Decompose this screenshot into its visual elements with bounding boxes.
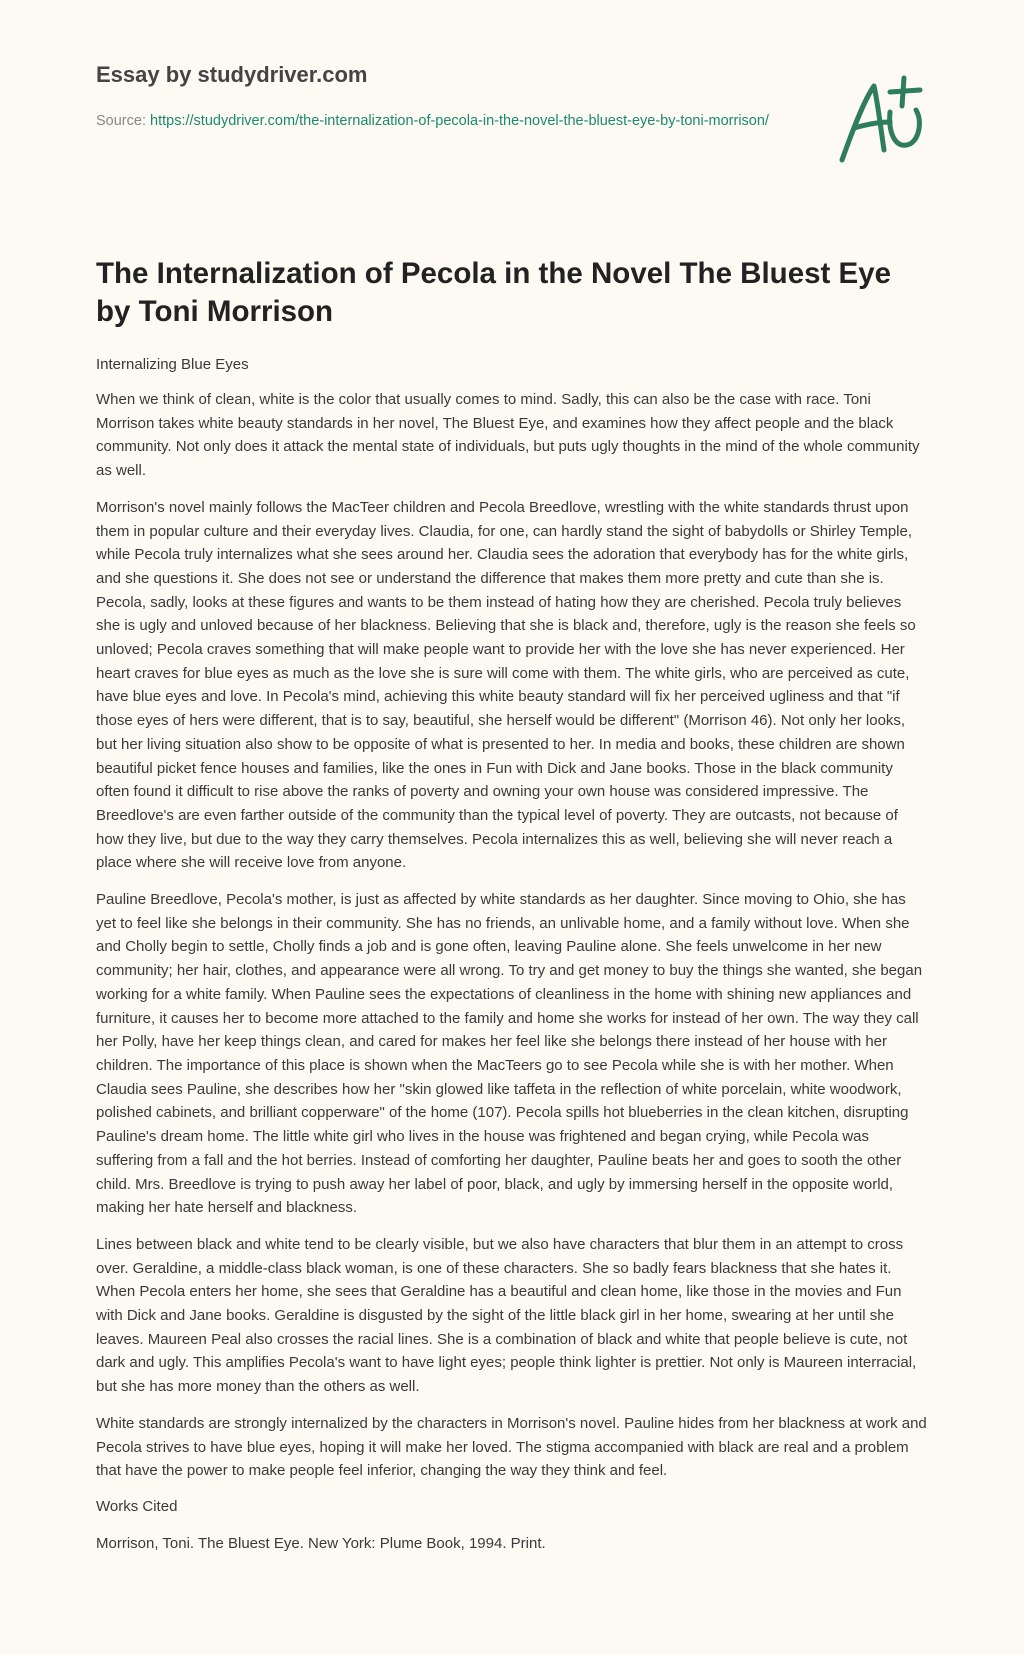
paragraph: Morrison's novel mainly follows the MacTeer children and Pecola Breedlove, wrestling with the white standards thrust upon them in popular culture and their everyday lives. Claudia, for one, can hardly stand the sight of babydolls or Shirley Temple, while Pecola truly internalizes what she sees around her. Claudia sees the adoration that everybody has for the white girls, and she questions it. She does not see or understand the difference that makes them more pretty and cute than she is. Pecola, sadly, looks at these figures and wants to be them instead of hating how they are cherished. Pecola truly believes she is ugly and unloved because of her blackness. Believing that she is black and, therefore, ugly is the reason she feels so unloved; Pecola craves something that will make people want to provide her with the love she has never experienced. Her heart craves for blue eyes as much as the love she is sure will come with them. The white girls, who are perceived as cute, have blue eyes and love. In Pecola's mind, achieving this white beauty standard will fix her perceived ugliness and that "if those eyes of hers were different, that is to say, beautiful, she herself would be different" (Morrison 46). Not only her looks, but her living situation also show to be opposite of what is presented to her. In media and books, these children are shown beautiful picket fence houses and families, like the ones in Fun with Dick and Jane books. Those in the black community often found it difficult to rise above the ranks of poverty and owning your own house was considered impressive. The Breedlove's are even farther outside of the community than the typical level of poverty. They are outcasts, not because of how they live, but due to the way they carry themselves. Pecola internalizes this as well, believing she will never reach a place where she will receive love from anyone. — [96, 498, 916, 872]
site-header — [96, 0, 928, 210]
paragraph: When we think of clean, white is the color that usually comes to mind. Sadly, this can also be the case with race. Toni Morrison takes white beauty standards in her novel, The Bluest Eye, and examines how they affect people and the black community. Not only does it attack the mental state of individuals, but puts ugly thoughts in the mind of the whole community as well. — [96, 391, 920, 480]
source-line — [96, 110, 776, 132]
works-cited-heading: Works Cited — [96, 1497, 178, 1515]
source-link[interactable]: https://studydriver.com/the-internalization-of-pecola-in-the-novel-the-bluest-eye-by-toni-morrison/ — [150, 113, 769, 129]
source-label: Source: — [96, 113, 146, 129]
paragraph: Pauline Breedlove, Pecola's mother, is just as affected by white standards as her daughter. Since moving to Ohio, she has yet to feel like she belongs in their community. She has no friends, an unlivable home, and a family without love. When she and Cholly begin to settle, Cholly finds a job and is gone often, leaving Pauline alone. She feels unwelcome in her new community; her hair, clothes, and appearance were all wrong. To try and get money to buy the things she wanted, she began working for a white family. When Pauline sees the expectations of cleanliness in the home with shining new appliances and furniture, it causes her to become more attached to the family and home she works for instead of her own. The way they call her Polly, have her keep things clean, and cared for makes her feel like she belongs there instead of her house with her children. The importance of this place is shown when the MacTeers go to see Pecola while she is with her mother. When Claudia sees Pauline, she describes how her "skin glowed like taffeta in the reflection of white porcelain, white woodwork, polished cabinets, and brilliant copperware" of the home (107). Pecola spills hot blueberries in the clean kitchen, disrupting Pauline's dream home. The little white girl who lives in the house was frightened and began crying, while Pecola was suffering from a fall and the hot berries. Instead of comforting her daughter, Pauline beats her and goes to sooth the other child. Mrs. Breedlove is trying to push away her label of poor, black, and ugly by immersing herself in the opposite world, making her hate herself and blackness. — [96, 891, 923, 1217]
essay-body — [96, 255, 928, 1554]
essay-title: The Internalization of Pecola in the Novel The Bluest Eye by Toni Morrison — [96, 257, 892, 328]
paragraph: Lines between black and white tend to be clearly visible, but we also have characters that blur them in an attempt to cross over. Geraldine, a middle-class black woman, is one of these characters. She so badly fears blackness that she hates it. When Pecola enters her home, she sees that Geraldine has a beautiful and clean home, like those in the movies and Fun with Dick and Jane books. Geraldine is disgusted by the sight of the little black girl in her home, swearing at her until she leaves. Maureen Peal also crosses the racial lines. She is a combination of black and white that people believe is cute, not dark and ugly. This amplifies Pecola's want to have light eyes; people think lighter is prettier. Not only is Maureen interracial, but she has more money than the others as well. — [96, 1235, 917, 1396]
essay-page — [96, 0, 928, 1554]
works-cited-entry: Morrison, Toni. The Bluest Eye. New York: Plume Book, 1994. Print. — [96, 1534, 546, 1552]
essay-subtitle: Internalizing Blue Eyes — [96, 356, 249, 373]
a-plus-logo-icon — [824, 72, 934, 172]
paragraph: White standards are strongly internalized by the characters in Morrison's novel. Pauline hides from her blackness at work and Pecola strives to have blue eyes, hoping it will make her loved. The stigma accompanied with black are real and a problem that have the power to make people feel inferior, changing the way they think and feel. — [96, 1414, 927, 1480]
site-title: Essay by studydriver.com — [96, 62, 368, 87]
